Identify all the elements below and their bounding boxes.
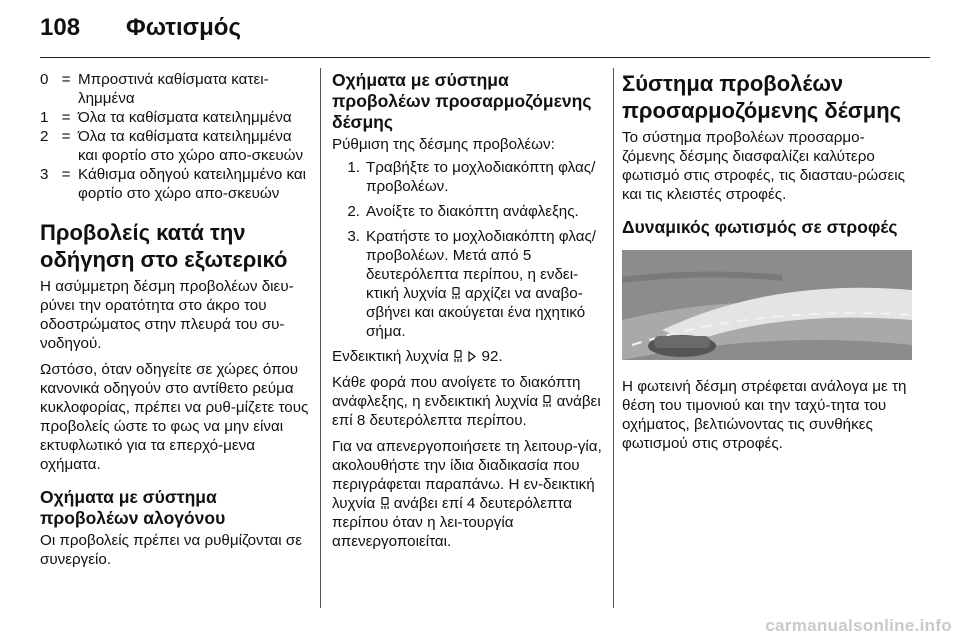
legend-key: 3: [40, 166, 49, 183]
paragraph-part: Κάθε φορά που ανοίγετε το διακόπτη ανάφλεξης, η ενδεικτική λυχνία: [332, 374, 581, 410]
page-title: Φωτισμός: [126, 14, 241, 41]
column-divider: [320, 68, 321, 608]
intro-text: Ρύθμιση της δέσμης προβολέων:: [332, 136, 555, 153]
step-item: [332, 158, 604, 196]
header-rule: [40, 57, 930, 58]
reference-page[interactable]: 92.: [481, 348, 503, 365]
paragraph: [332, 437, 604, 551]
legend-eq: =: [61, 71, 71, 88]
section-heading-adaptive: Οχήματα με σύστημα προβολέων προσαρμοζόμενης δέσμης: [332, 70, 592, 132]
column-middle: [332, 70, 604, 558]
legend-text: Κάθισμα οδηγού κατειλημμένο και φορτίο στο χώρο απο-σκευών: [78, 166, 307, 202]
paragraph-part: ανάβει επί 8 δευτερόλεπτα περίπου.: [332, 393, 601, 429]
legend-key: 0: [40, 71, 49, 88]
step-text: [366, 227, 604, 341]
page-number: 108: [40, 14, 81, 41]
headlamp-warning-icon: [542, 395, 552, 408]
paragraph-part: Για να απενεργοποιήσετε τη λειτουρ-γία, ακολουθήστε την ίδια διαδικασία που περιγράφεται παραπάνω. Η εν-δεικτική λυχνία: [332, 438, 602, 512]
cornering-light-illustration: [622, 250, 912, 360]
step-text-part: Κρατήστε το μοχλοδιακόπτη φλας/προβολέων. Μετά από 5 δευτερόλεπτα περίπου, η ενδει-κτική λυχνία: [366, 228, 597, 302]
legend-item: [40, 108, 310, 127]
legend-item: [40, 70, 310, 108]
legend-item: [40, 165, 310, 203]
paragraph: Ωστόσο, όταν οδηγείτε σε χώρες όπου κανονικά οδηγούν στο αντίθετο ρεύμα κυκλοφορίας, πρέπει να ρυθ-μίζετε τους προβολείς ώστε το φως να μην είναι εκτυφλωτικό για τα επερχό-μενα οχήματα.: [40, 361, 309, 473]
section-heading-abroad: Προβολείς κατά την οδήγηση στο εξωτερικό: [40, 220, 288, 272]
step-text: Τραβήξτε το μοχλοδιακόπτη φλας/προβολέων.: [366, 159, 596, 195]
step-number: 1.: [347, 159, 360, 176]
step-item: [332, 202, 604, 221]
paragraph-part: ανάβει επί 4 δευτερόλεπτα περίπου όταν η λει-τουργία απενεργοποιείται.: [332, 495, 573, 550]
paragraph: Η ασύμμετρη δέσμη προβολέων διευ-ρύνει την ορατότητα στο άκρο του οδοστρώματος στην πλευρά του συ-νοδηγού.: [40, 278, 294, 352]
reference-text: Ενδεικτική λυχνία: [332, 348, 449, 365]
headlamp-warning-icon: [453, 350, 463, 363]
page-reference-icon: [467, 350, 477, 363]
legend-item: [40, 127, 310, 165]
legend-key: 2: [40, 128, 49, 145]
legend-eq: =: [61, 109, 71, 126]
column-right: [622, 70, 912, 460]
paragraph: [332, 373, 604, 430]
paragraph: Το σύστημα προβολέων προσαρμο-ζόμενης δέσμης διασφαλίζει καλύτερο φωτισμό στις στροφές, τις διασταυ-ρώσεις και τις κλειστές στροφές.: [622, 129, 905, 203]
page-header: [40, 14, 930, 54]
legend-text: Όλα τα καθίσματα κατειλημμένα και φορτίο στο χώρο απο-σκευών: [78, 128, 304, 164]
column-left: [40, 70, 310, 576]
legend-text: Όλα τα καθίσματα κατειλημμένα: [78, 109, 292, 126]
section-heading-halogen: Οχήματα με σύστημα προβολέων αλογόνου: [40, 487, 226, 528]
step-text: Ανοίξτε το διακόπτη ανάφλεξης.: [366, 203, 579, 220]
legend-eq: =: [61, 128, 71, 145]
column-divider: [613, 68, 614, 608]
watermark: carmanualsonline.info: [765, 616, 952, 635]
section-heading-dynamic: Δυναμικός φωτισμός σε στροφές: [622, 217, 898, 237]
headlamp-warning-icon: [451, 287, 461, 300]
paragraph: Η φωτεινή δέσμη στρέφεται ανάλογα με τη θέση του τιμονιού και την ταχύ-τητα του οχήματος, βελτιώνοντας τις συνθήκες φωτισμού στις στροφές.: [622, 378, 907, 452]
step-number: 3.: [347, 228, 360, 245]
headlamp-warning-icon: [380, 497, 390, 510]
paragraph: Οι προβολείς πρέπει να ρυθμίζονται σε συνεργείο.: [40, 532, 303, 568]
legend-eq: =: [61, 166, 71, 183]
step-number: 2.: [347, 203, 360, 220]
legend-text: Μπροστινά καθίσματα κατει-λημμένα: [78, 71, 269, 107]
step-item: [332, 227, 604, 341]
legend-key: 1: [40, 109, 49, 126]
steps-list: [332, 158, 604, 341]
section-heading-adaptive-system: Σύστημα προβολέων προσαρμοζόμενης δέσμης: [622, 71, 902, 123]
reference-line: [332, 347, 604, 366]
step-text-part: αρχίζει να αναβο-σβήνει και ακούγεται ένα ηχητικό σήμα.: [366, 285, 586, 340]
